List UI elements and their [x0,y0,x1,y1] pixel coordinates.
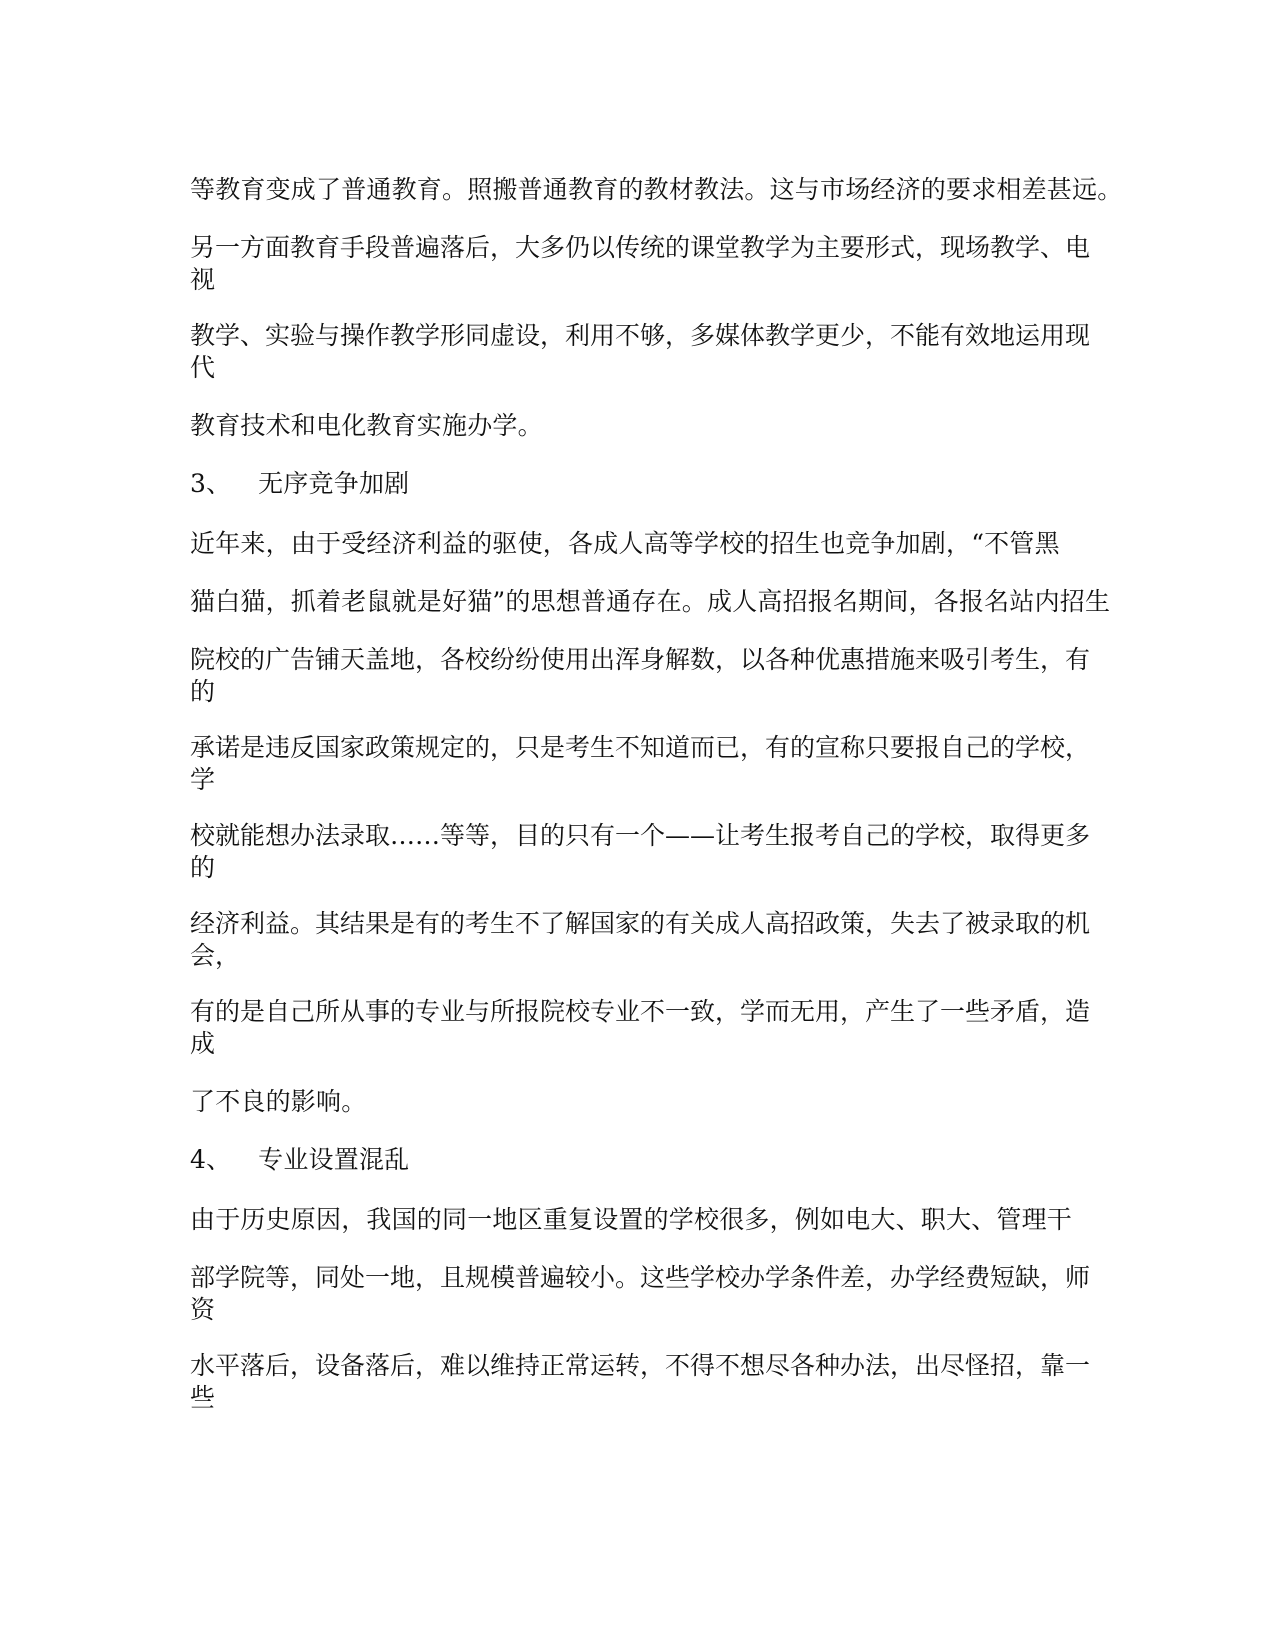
line-wrap-text: 学 [190,765,216,794]
section-title: 无序竞争加剧 [258,469,410,498]
line-text: 等教育变成了普通教育。照搬普通教育的教材教法。这与市场经济的要求相差甚远。 [190,175,1123,204]
paragraph-line [190,174,1123,206]
line-text: 校就能想办法录取……等等，目的只有一个——让考生报考自己的学校，取得更多 [190,821,1091,850]
paragraph-line [190,820,1090,884]
section-title: 专业设置混乱 [258,1145,410,1174]
line-wrap-text: 成 [190,1029,216,1058]
line-text: 有的是自己所从事的专业与所报院校专业不一致，学而无用，产生了一些矛盾，造 [190,997,1091,1026]
line-text: 院校的广告铺天盖地，各校纷纷使用出浑身解数，以各种优惠措施来吸引考生，有 [190,645,1091,674]
line-text: 教育技术和电化教育实施办学。 [190,411,543,440]
paragraph-line [190,644,1090,708]
line-text: 承诺是违反国家政策规定的，只是考生不知道而已，有的宣称只要报自己的学校， [190,733,1091,762]
line-text: 另一方面教育手段普遍落后，大多仍以传统的课堂教学为主要形式，现场教学、电 [190,233,1091,262]
paragraph-line [190,996,1090,1060]
paragraph-line [190,320,1090,384]
paragraph-line [190,732,1090,796]
line-text: 水平落后，设备落后，难以维持正常运转，不得不想尽各种办法，出尽怪招，靠一 [190,1351,1091,1380]
line-text: 部学院等，同处一地，且规模普遍较小。这些学校办学条件差，办学经费短缺，师 [190,1263,1091,1292]
paragraph-line [190,1350,1090,1414]
line-text: 教学、实验与操作教学形同虚设，利用不够，多媒体教学更少，不能有效地运用现 [190,321,1091,350]
line-wrap-text: 些 [190,1383,216,1412]
paragraph-line [190,528,1090,560]
line-wrap-text: 的 [190,853,216,882]
line-text: 猫白猫，抓着老鼠就是好猫”的思想普通存在。成人高招报名期间，各报名站内招生 [190,587,1111,616]
paragraph-line [190,1086,1090,1118]
section-heading [190,468,1090,500]
line-wrap-text: 代 [190,353,216,382]
line-text: 近年来，由于受经济利益的驱使，各成人高等学校的招生也竞争加剧，“不管黑 [190,529,1060,558]
line-wrap-text: 的 [190,677,216,706]
line-text: 经济利益。其结果是有的考生不了解国家的有关成人高招政策，失去了被录取的机 [190,909,1091,938]
section-number: 3、 [190,469,232,498]
paragraph-line [190,1262,1090,1326]
line-wrap-text: 会， [190,941,241,970]
line-wrap-text: 视 [190,265,216,294]
section-number: 4、 [190,1145,232,1174]
paragraph-line [190,232,1090,296]
line-text: 了不良的影响。 [190,1087,367,1116]
paragraph-line [190,1204,1090,1236]
paragraph-line [190,908,1090,972]
line-text: 由于历史原因，我国的同一地区重复设置的学校很多，例如电大、职大、管理干 [190,1205,1073,1234]
paragraph-line [190,586,1111,618]
paragraph-line [190,410,1090,442]
line-wrap-text: 资 [190,1295,216,1324]
section-heading [190,1144,1090,1176]
